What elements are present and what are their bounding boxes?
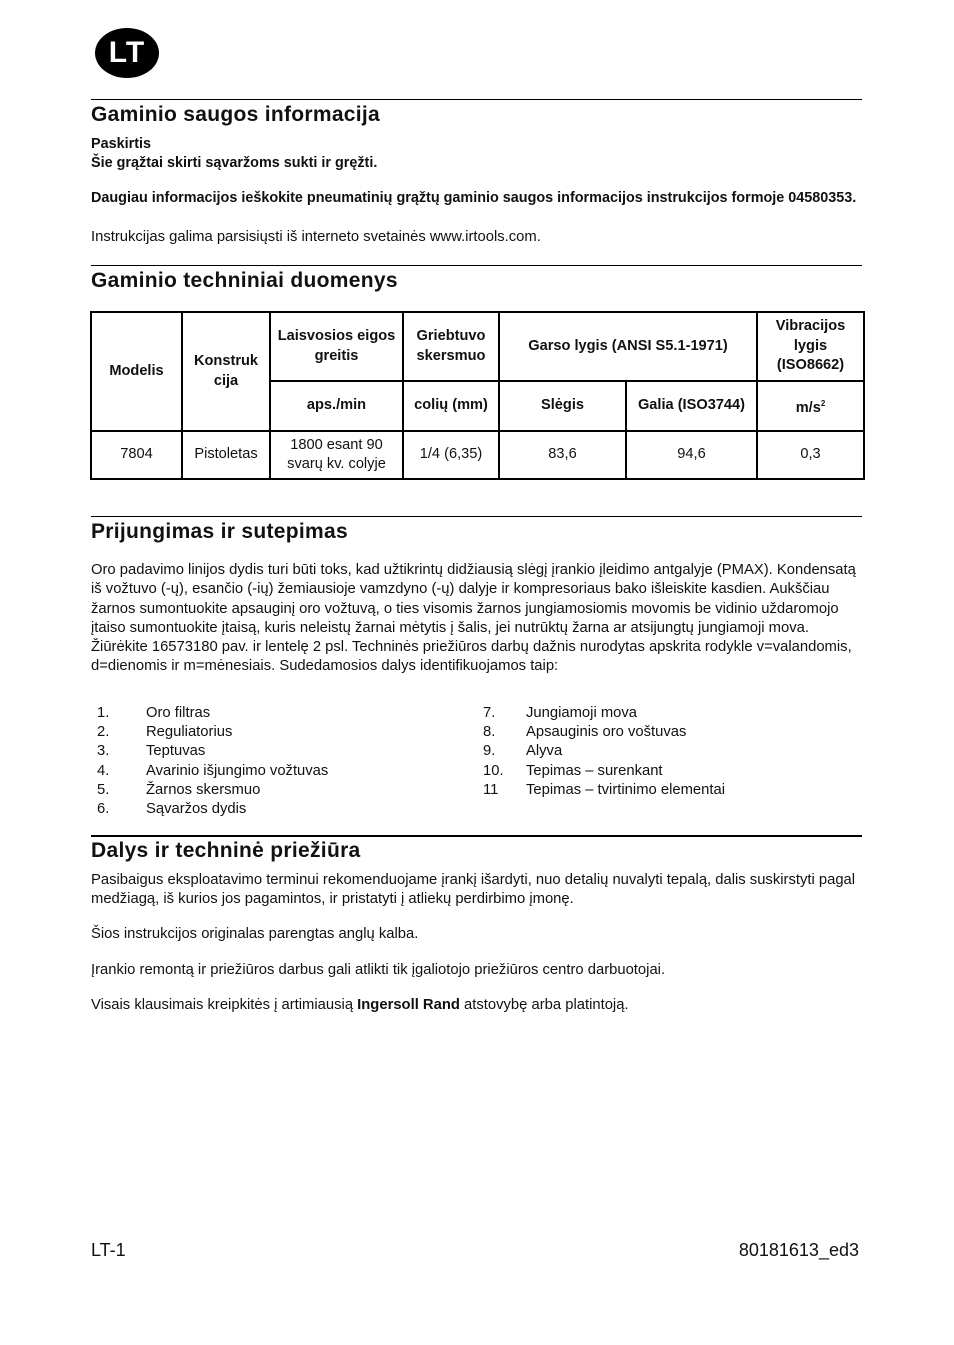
list-item-number: 8. — [483, 724, 496, 741]
maintenance-p3: Įrankio remontą ir priežiūros darbus gali atlikti tik įgaliotojo priežiūros centro darbuotojai. — [91, 962, 666, 978]
section-title-specs: Gaminio techniniai duomenys — [91, 269, 398, 292]
more-info-text: Daugiau informacijos ieškokite pneumatinių grąžtų gaminio saugos informacijos instrukcijos formoje 04580353. — [91, 190, 857, 206]
unit-speed: aps./min — [270, 381, 403, 431]
section-divider — [91, 516, 862, 517]
parts-list-right — [483, 704, 725, 800]
unit-pressure: Slėgis — [499, 381, 626, 431]
cell-pressure: 83,6 — [499, 431, 626, 479]
section-title-safety: Gaminio saugos informacija — [91, 103, 381, 126]
cell-speed: 1800 esant 90 svarų kv. colyje — [270, 431, 403, 479]
purpose-text: Šie grąžtai skirti sąvaržoms sukti ir gręžti. — [91, 155, 378, 171]
connection-body: Oro padavimo linijos dydis turi būti toks, kad užtikrintų didžiausią slėgį įrankio įleidimo antgalyje (PMAX). Kondensatą iš vožtuvo (-ų), esančio (-ių) žemiausioje vamzdyno (-ų) dalyje ir kompresoriaus bako išleiskite kasdien. Aukščiau žarnos sumontuokite apsauginį oro vožtuvą, o ties visomis žarnos jungiamosiomis movomis be vidinio uždaromojo įtaiso sumontuokite įtaisą, kuris neleistų žarnai mėtytis į šalis, jei nutrūktų žarna ar atsijungtų jungiamoji mova. Žiūrėkite 16573180 pav. ir lentelę 2 psl. Techninės priežiūros darbų dažnis nurodytas apskrita rodykle v=valandomis, d=dienomis ir m=mėnesiais. Sudedamosios dalys identifikuojamos taip: — [91, 562, 856, 675]
cell-vibration: 0,3 — [757, 431, 864, 479]
list-item-text: Reguliatorius — [146, 724, 233, 741]
maintenance-p4-before: Visais klausimais kreipkitės į artimiausią — [91, 997, 358, 1013]
list-item-number: 7. — [483, 705, 496, 721]
purpose-heading: Paskirtis — [91, 136, 152, 152]
cell-design: Pistoletas — [182, 431, 270, 479]
list-item-text: Jungiamoji mova — [526, 705, 638, 721]
header-design: Konstruk cija — [182, 312, 270, 431]
maintenance-p4-after: atstovybę arba platintoją. — [459, 997, 629, 1013]
section-title-connection: Prijungimas ir sutepimas — [91, 520, 348, 543]
list-item — [483, 762, 725, 781]
parts-list-left — [91, 704, 328, 819]
unit-power: Galia (ISO3744) — [626, 381, 757, 431]
list-item — [91, 742, 328, 761]
unit-vibration-exp: 2 — [820, 398, 826, 408]
unit-vibration-base: m/s — [795, 399, 821, 416]
header-chuck: Griebtuvo skersmuo — [403, 312, 499, 381]
list-item — [91, 800, 328, 819]
list-item — [483, 742, 725, 761]
list-item-text: Avarinio išjungimo vožtuvas — [146, 762, 329, 779]
list-item — [91, 781, 328, 800]
list-item-text: Žarnos skersmuo — [146, 781, 261, 798]
list-item-text: Oro filtras — [146, 705, 211, 721]
list-item-number: 9. — [483, 743, 496, 760]
unit-vibration — [757, 381, 864, 431]
list-item-number: 6. — [97, 801, 110, 818]
list-item-number: 1. — [97, 705, 110, 721]
list-item — [91, 723, 328, 742]
list-item — [483, 704, 725, 723]
table-row — [91, 431, 864, 479]
download-text: Instrukcijas galima parsisiųsti iš interneto svetainės www.irtools.com. — [91, 229, 541, 245]
list-item-number: 5. — [97, 781, 110, 798]
list-item-number: 11 — [483, 781, 499, 798]
list-item — [91, 704, 328, 723]
cell-power: 94,6 — [626, 431, 757, 479]
document-code: 80181613_ed3 — [738, 1240, 859, 1260]
list-item-text: Sąvaržos dydis — [146, 801, 247, 818]
cell-model: 7804 — [91, 431, 182, 479]
section-divider — [91, 99, 862, 100]
specs-table — [90, 311, 865, 480]
maintenance-p4 — [91, 996, 866, 1015]
list-item — [483, 781, 725, 800]
list-item-number: 3. — [97, 743, 110, 760]
header-speed: Laisvosios eigos greitis — [270, 312, 403, 381]
list-item — [483, 723, 725, 742]
header-model: Modelis — [91, 312, 182, 431]
list-item-number: 2. — [97, 724, 110, 741]
unit-chuck: colių (mm) — [403, 381, 499, 431]
header-vibration: Vibracijos lygis (ISO8662) — [757, 312, 864, 381]
list-item-number: 4. — [97, 762, 110, 779]
page-number: LT-1 — [91, 1240, 126, 1260]
section-divider — [91, 265, 862, 266]
list-item-number: 10. — [483, 762, 504, 779]
list-item-text: Tepimas – surenkant — [526, 762, 663, 779]
section-title-maintenance: Dalys ir techninė priežiūra — [91, 839, 361, 862]
section-divider — [91, 835, 862, 837]
list-item-text: Alyva — [526, 743, 563, 760]
maintenance-p1: Pasibaigus eksploatavimo terminui rekomenduojame įrankį išardyti, nuo detalių nuvalyti tepalą, dalis suskirstyti pagal medžiagą, iš kurios jos pagamintos, ir pristatyti į atliekų perdirbimo įmonę. — [91, 872, 856, 908]
list-item — [91, 762, 328, 781]
cell-chuck: 1/4 (6,35) — [403, 431, 499, 479]
language-badge-label: LT — [108, 36, 146, 69]
maintenance-p2: Šios instrukcijos originalas parengtas anglų kalba. — [91, 926, 419, 942]
header-sound: Garso lygis (ANSI S5.1-1971) — [499, 312, 757, 381]
list-item-text: Tepimas – tvirtinimo elementai — [526, 781, 726, 798]
brand-name: Ingersoll Rand — [357, 997, 460, 1013]
language-badge — [95, 28, 159, 78]
list-item-text: Teptuvas — [146, 743, 206, 760]
list-item-text: Apsauginis oro voštuvas — [526, 724, 687, 741]
